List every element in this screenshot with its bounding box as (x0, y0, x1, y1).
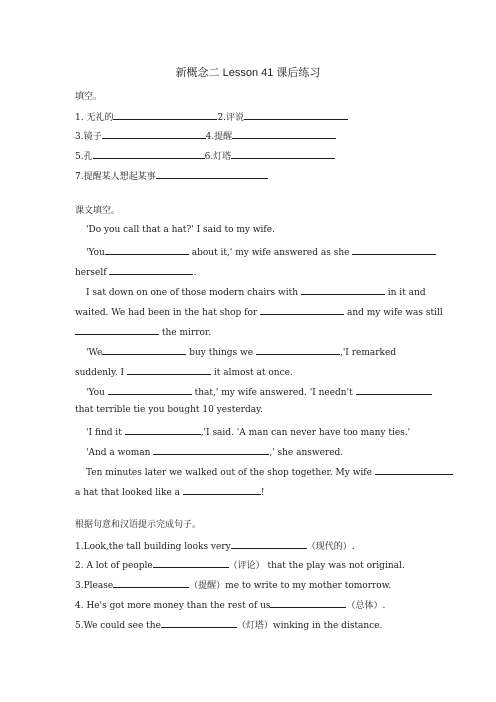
answer-blank[interactable] (256, 345, 340, 355)
answer-blank[interactable] (301, 285, 385, 295)
answer-blank[interactable] (125, 425, 201, 435)
text-segment: a hat that looked like a (75, 488, 181, 498)
answer-blank[interactable] (260, 305, 344, 315)
answer-blank[interactable] (156, 169, 268, 179)
text-segment: ,'I said. 'A man can never have too many ties.' (200, 428, 411, 438)
text-segment: about it,' my wife answered as she (191, 248, 350, 258)
text-line-7 (86, 345, 396, 359)
text-segment: the mirror. (161, 328, 212, 338)
section-heading-text-cloze: 课文填空。 (75, 206, 121, 216)
answer-blank[interactable] (105, 245, 189, 255)
text-segment: ,'I remarked (339, 348, 397, 358)
vocab-item-5: 5.孔 (75, 152, 93, 162)
section-heading-sentence-completion: 根据句意和汉语提示完成句子。 (75, 520, 202, 530)
text-segment: 3.Please (75, 581, 114, 591)
text-segment: and my wife was still (346, 308, 443, 318)
text-segment: that,' my wife answered. 'I needn't (194, 388, 353, 398)
text-segment: （评论） that the play was not original. (228, 561, 405, 571)
vocab-item-1: 1. 无礼的 (75, 113, 114, 123)
vocab-row-2 (75, 129, 336, 143)
text-segment: Ten minutes later we walked out of the shop together. My wife (86, 468, 372, 478)
text-segment: . (193, 268, 197, 278)
answer-blank[interactable] (183, 485, 261, 495)
vocab-row-3 (75, 149, 335, 163)
answer-blank[interactable] (231, 149, 335, 159)
answer-blank[interactable] (161, 618, 237, 628)
text-segment: 'You (86, 388, 105, 398)
answer-blank[interactable] (113, 578, 189, 588)
text-segment: waited. We had been in the hat shop for (75, 308, 258, 318)
vocab-item-6: 6.灯塔 (204, 152, 232, 162)
text-segment: 2. A lot of people (75, 561, 153, 571)
vocab-item-2: 2.评说 (217, 113, 245, 123)
text-line-14 (75, 485, 265, 499)
text-segment: 'We (86, 348, 103, 358)
answer-blank[interactable] (375, 465, 453, 475)
text-line-11 (86, 425, 410, 439)
text-segment: in it and (387, 288, 426, 298)
answer-blank[interactable] (102, 345, 186, 355)
text-line-3 (75, 265, 196, 279)
text-segment: （灯塔）winking in the distance. (236, 621, 383, 631)
answer-blank[interactable] (93, 149, 205, 159)
text-segment: suddenly. I (75, 368, 125, 378)
text-segment: 'I find it (86, 428, 122, 438)
answer-blank[interactable] (127, 365, 211, 375)
answer-blank[interactable] (153, 445, 269, 455)
answer-blank[interactable] (270, 598, 346, 608)
answer-blank[interactable] (113, 110, 217, 120)
text-segment: herself (75, 268, 107, 278)
text-line-9 (86, 385, 432, 399)
answer-blank[interactable] (153, 558, 229, 568)
text-segment: 4. He's got more money than the rest of us (75, 601, 271, 611)
text-segment: I sat down on one of those modern chairs with (86, 288, 299, 298)
text-line-5 (75, 305, 443, 319)
answer-blank[interactable] (75, 325, 159, 335)
text-segment: ! (260, 488, 265, 498)
sentence-2 (75, 558, 405, 572)
text-segment: ,' she answered. (269, 448, 344, 458)
answer-blank[interactable] (102, 129, 206, 139)
vocab-row-1 (75, 110, 348, 124)
page-title: 新概念二 Lesson 41 课后练习 (175, 67, 321, 79)
sentence-1 (75, 539, 355, 553)
vocab-item-7: 7.提醒某人想起某事 (75, 172, 156, 182)
text-segment: 'You (86, 248, 105, 258)
vocab-row-4 (75, 169, 268, 183)
section-heading-fill-blanks: 填空。 (75, 92, 103, 102)
sentence-3 (75, 578, 391, 592)
sentence-5 (75, 618, 382, 632)
answer-blank[interactable] (356, 385, 432, 395)
answer-blank[interactable] (231, 539, 307, 549)
answer-blank[interactable] (352, 245, 436, 255)
sentence-4 (75, 598, 385, 612)
text-line-4 (86, 285, 426, 299)
text-segment: 'And a woman (86, 448, 151, 458)
answer-blank[interactable] (232, 129, 336, 139)
text-line-6 (75, 325, 211, 339)
text-line-2 (86, 245, 436, 259)
text-segment: it almost at once. (213, 368, 293, 378)
text-segment: （现代的）. (306, 542, 355, 552)
text-line-8 (75, 365, 293, 379)
text-line-10: that terrible tie you bought 10 yesterday. (75, 405, 263, 415)
text-segment: 5.We could see the (75, 621, 161, 631)
answer-blank[interactable] (244, 110, 348, 120)
text-segment: buy things we (189, 348, 254, 358)
text-segment: 1.Look,the tall building looks very (75, 542, 231, 552)
text-segment: （提醒）me to write to my mother tomorrow. (189, 581, 392, 591)
answer-blank[interactable] (108, 385, 192, 395)
answer-blank[interactable] (109, 265, 193, 275)
text-line-12 (86, 445, 343, 459)
vocab-item-4: 4.提醒 (205, 132, 233, 142)
text-line-13 (86, 465, 453, 479)
text-segment: （总体）. (346, 601, 386, 611)
vocab-item-3: 3.镜子 (75, 132, 102, 142)
text-line-1: 'Do you call that a hat?' I said to my wife. (86, 225, 275, 235)
